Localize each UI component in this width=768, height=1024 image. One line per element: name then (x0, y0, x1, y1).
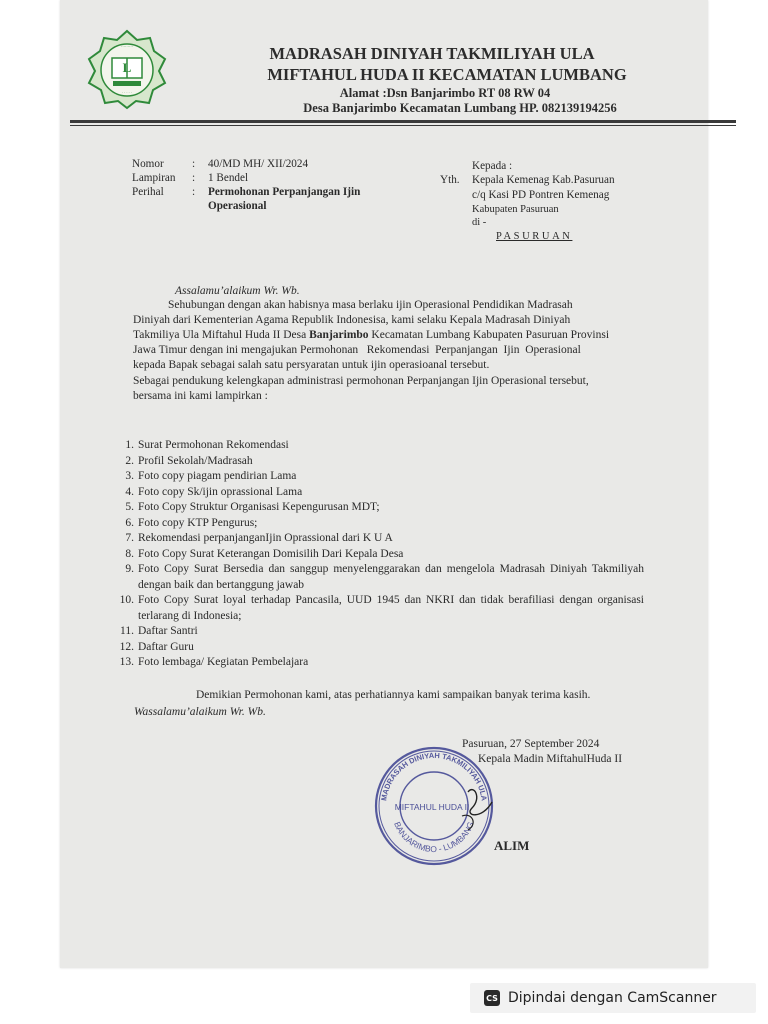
attachment-item (114, 640, 644, 656)
svg-text:BANJARIMBO - LUMBANG (392, 820, 476, 854)
village-name-bold: Banjarimbo (309, 329, 369, 341)
attachment-text: Daftar Santri (138, 625, 198, 637)
attachment-text: Foto copy Sk/ijin oprassional Lama (138, 485, 303, 498)
attachment-number: 6. (125, 516, 134, 529)
attachment-number: 3. (125, 470, 134, 482)
attachment-number: 4. (125, 485, 134, 498)
paragraph-1-line-5: kepada Bapak sebagai salah satu persyaratan untuk ijin operasioanal tersebut. (133, 359, 490, 371)
paragraph-2-line-1: Sebagai pendukung kelengkapan administrasi permohonan Perpanjangan Ijin Operasional tersebut, (133, 375, 589, 387)
attachment-item (114, 438, 644, 454)
recipient-kepada: Kepada : (472, 160, 513, 172)
camscanner-logo-icon: CS (484, 990, 500, 1006)
attachment-text: Foto copy piagam pendirian Lama (138, 470, 297, 482)
meta-lampiran-label: Lampiran (132, 172, 176, 184)
attachment-text: Foto copy KTP Pengurus; (138, 516, 258, 529)
recipient-line1: Kepala Kemenag Kab.Pasuruan (472, 174, 615, 186)
svg-text:·········: ········· (121, 44, 133, 49)
attachment-item (114, 593, 644, 624)
header-address: Alamat :Dsn Banjarimbo RT 08 RW 04 (339, 86, 551, 100)
paragraph-2-line-2: bersama ini kami lampirkan : (133, 390, 268, 402)
attachment-item (114, 531, 644, 547)
attachment-number: 11. (120, 625, 134, 637)
attachment-text: Foto Copy Surat loyal terhadap Pancasila, UUD 1945 dan NKRI dan tidak berafiliasi dengan organisasi terlarang di Indonesia; (138, 594, 644, 622)
wassalam: Wassalamu’alaikum Wr. Wb. (134, 706, 266, 718)
header-divider-thin (70, 125, 736, 126)
attachment-number: 12. (119, 640, 134, 653)
attachment-number: 5. (125, 501, 134, 513)
header-village-phone: Desa Banjarimbo Kecamatan Lumbang HP. 082139194256 (303, 101, 617, 115)
meta-colon-3: : (192, 186, 196, 198)
meta-nomor-label: Nomor (132, 158, 164, 170)
recipient-yth: Yth. (440, 174, 460, 186)
meta-perihal-label: Perihal (132, 186, 164, 198)
svg-text:· · · · ·: · · · · · (122, 91, 132, 95)
stamp-bottom-text: BANJARIMBO - LUMBANG (392, 820, 476, 855)
attachment-text: Surat Permohonan Rekomendasi (138, 439, 289, 451)
paragraph-1-line-2: Diniyah dari Kementerian Agama Republik Indonesisa, kami selaku Kepala Madrasah Diniyah (133, 314, 571, 326)
paragraph-1-line-3-a: Takmiliya Ula Miftahul Huda II Desa (133, 329, 310, 341)
attachment-item (114, 547, 644, 563)
attachment-item (114, 454, 644, 470)
attachment-number: 10. (119, 594, 134, 606)
svg-text:MADRASAH DINIYAH TAKMILIYAH UL (379, 751, 489, 802)
meta-colon-2: : (192, 172, 196, 184)
attachment-number: 2. (125, 454, 134, 467)
attachment-number: 9. (125, 563, 134, 575)
attachment-item (114, 624, 644, 640)
camscanner-watermark (470, 983, 756, 1013)
paragraph-1-line-3-c: Kecamatan Lumbang Kabupaten Pasuruan Provinsi (368, 329, 610, 341)
meta-colon-1: : (192, 158, 196, 170)
closing-text: Demikian Permohonan kami, atas perhatiannya kami sampaikan banyak terima kasih. (196, 689, 591, 701)
meta-nomor-value: 40/MD MH/ XII/2024 (208, 158, 309, 170)
camscanner-label: Dipindai dengan CamScanner (508, 990, 717, 1006)
attachment-text: Foto Copy Surat Bersedia dan sanggup menyelenggarakan dan mengelola Madrasah Diniyah Takmiliyah dengan baik dan bertanggung jawab (138, 563, 644, 591)
signature-title: Kepala Madin MiftahulHuda II (478, 753, 623, 765)
attachment-text: Rekomendasi perpanjanganIjin Oprassional dari K U A (138, 532, 393, 544)
svg-text:L: L (122, 60, 132, 75)
attachment-number: 7. (125, 532, 134, 544)
recipient-city: PASURUAN (496, 231, 573, 242)
attachment-text: Profil Sekolah/Madrasah (138, 454, 253, 467)
meta-perihal-value-2: Operasional (208, 200, 267, 212)
paragraph-1-line-1: Sehubungan dengan akan habisnya masa berlaku ijin Operasional Pendidikan Madrasah (168, 299, 573, 311)
attachment-item (114, 655, 644, 671)
attachment-item (114, 469, 644, 485)
recipient-line2: c/q Kasi PD Pontren Kemenag (472, 189, 610, 201)
header-line1: MADRASAH DINIYAH TAKMILIYAH ULA (269, 44, 595, 63)
stamp-top-text: MADRASAH DINIYAH TAKMILIYAH ULA (379, 750, 489, 802)
attachment-item (114, 562, 644, 593)
greeting: Assalamu’alaikum Wr. Wb. (175, 285, 300, 297)
paragraph-1-line-4: Jawa Timur dengan ini mengajukan Permohonan Rekomendasi Perpanjangan Ijin Operasional (133, 344, 581, 356)
recipient-line3: Kabupaten Pasuruan (472, 204, 559, 215)
attachment-text: Foto Copy Struktur Organisasi Kepengurusan MDT; (138, 501, 380, 513)
attachment-number: 13. (119, 656, 134, 668)
attachment-number: 1. (125, 439, 134, 451)
recipient-line4: di - (472, 217, 487, 228)
attachment-text: Daftar Guru (138, 640, 194, 653)
signature-name: ALIM (494, 838, 530, 853)
signature-place-date: Pasuruan, 27 September 2024 (462, 738, 600, 750)
meta-lampiran-value: 1 Bendel (208, 172, 249, 184)
attachment-item (114, 500, 644, 516)
header-divider-thick (70, 120, 736, 123)
attachment-text: Foto Copy Surat Keterangan Domisilih Dari Kepala Desa (138, 547, 404, 560)
paragraph-1-line-3 (133, 328, 638, 342)
attachment-text: Foto lembaga/ Kegiatan Pembelajara (138, 656, 309, 668)
stamp-center-text: MIFTAHUL HUDA II (394, 802, 470, 812)
official-stamp (372, 744, 496, 868)
header-line2: MIFTAHUL HUDA II KECAMATAN LUMBANG (267, 65, 627, 84)
attachment-item (114, 485, 644, 501)
attachment-item (114, 516, 644, 532)
attachment-number: 8. (125, 547, 134, 560)
meta-perihal-value-1: Permohonan Perpanjangan Ijin (208, 186, 361, 198)
madrasah-logo (86, 28, 168, 110)
attachment-list (114, 438, 644, 671)
